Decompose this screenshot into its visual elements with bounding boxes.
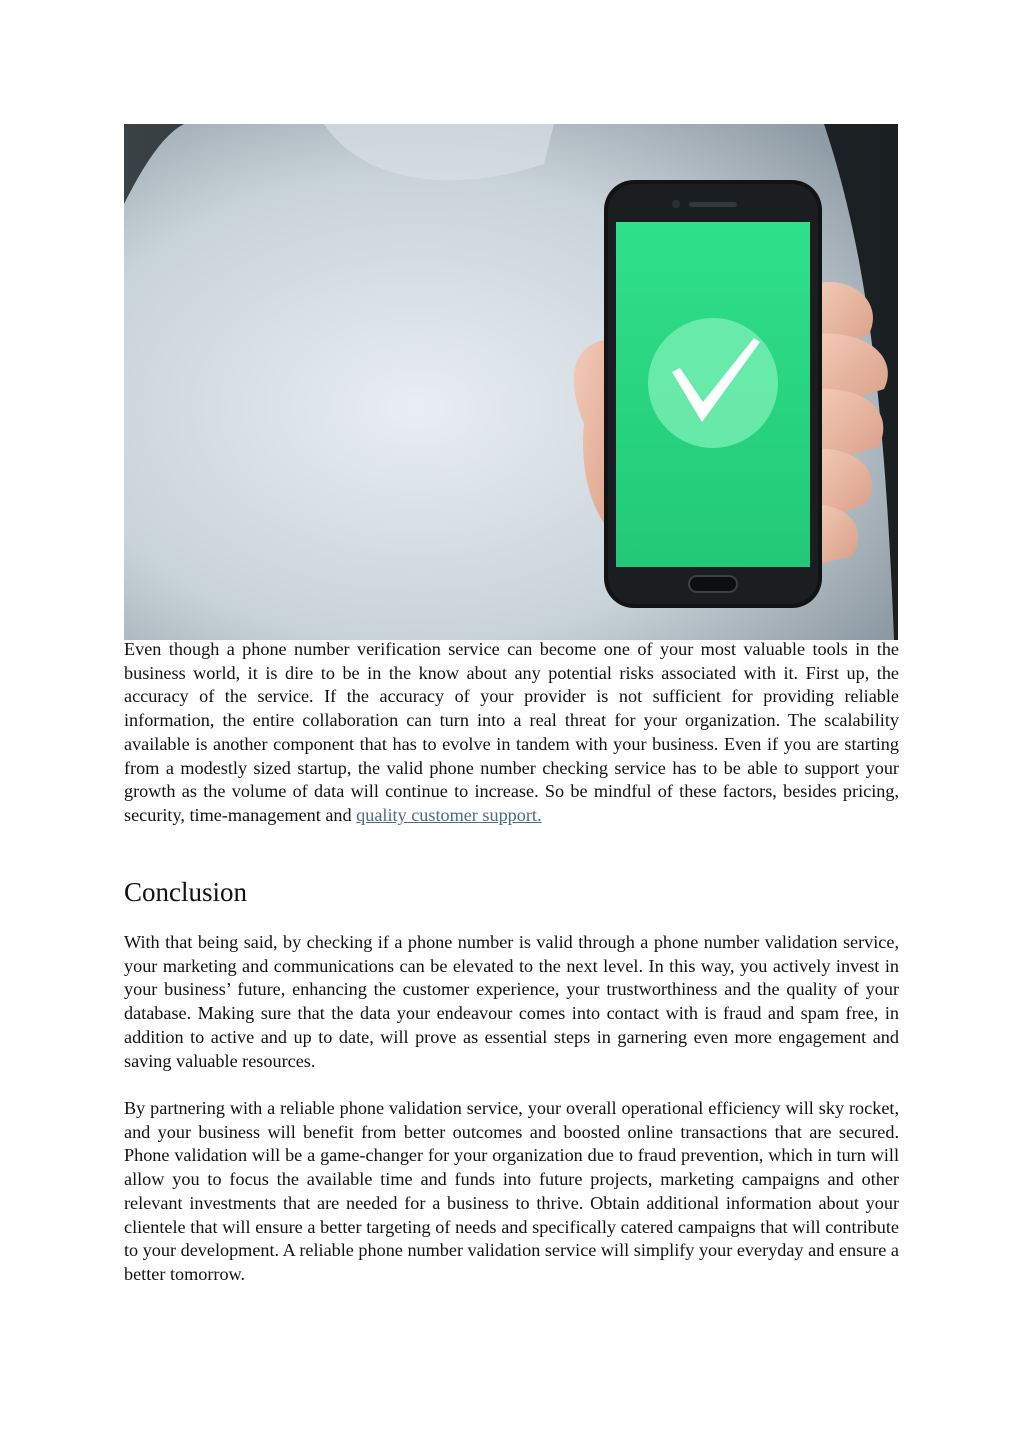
quality-customer-support-link[interactable]: quality customer support. — [356, 804, 542, 825]
checkmark-circle — [648, 318, 778, 448]
conclusion-paragraph-1: With that being said, by checking if a phone number is valid through a phone number validation service, your marketing and communications can be elevated to the next level. In this way, you actively invest in your business’ future, enhancing the customer experience, your trustworthiness and the quality of your database. Making sure that the data your endeavour comes into contact with is fraud and spam free, in addition to active and up to date, will prove as essential steps in garnering even more engagement and saving valuable resources. — [124, 932, 899, 1071]
intro-paragraph — [124, 638, 899, 828]
intro-paragraph-text: Even though a phone number verification service can become one of your most valuable tools in the business world, it is dire to be in the know about any potential risks associated with it. First up, the accuracy of the service. If the accuracy of your provider is not sufficient for providing reliable information, the entire collaboration can turn into a real threat for your organization. The scalability available is another component that has to evolve in tandem with your business. Even if you are starting from a modestly sized startup, the valid phone number checking service has to be able to support your growth as the volume of data will continue to increase. So be mindful of these factors, besides pricing, security, time-management and — [124, 639, 899, 825]
conclusion-paragraph-2: By partnering with a reliable phone validation service, your overall operational efficiency will sky rocket, and your business will benefit from better outcomes and boosted online transactions that are secured. Phone validation will be a game-changer for your organization due to fraud prevention, which in turn will allow you to focus the available time and funds into future projects, marketing campaigns and other relevant investments that are needed for a business to thrive. Obtain additional information about your clientele that will ensure a better targeting of needs and specifically catered campaigns that will contribute to your development. A reliable phone number validation service will simplify your everyday and ensure a better tomorrow. — [124, 1098, 899, 1284]
article-photo — [124, 124, 898, 640]
phone-in-hand-illustration — [124, 124, 898, 640]
section-heading: Conclusion — [124, 877, 248, 907]
